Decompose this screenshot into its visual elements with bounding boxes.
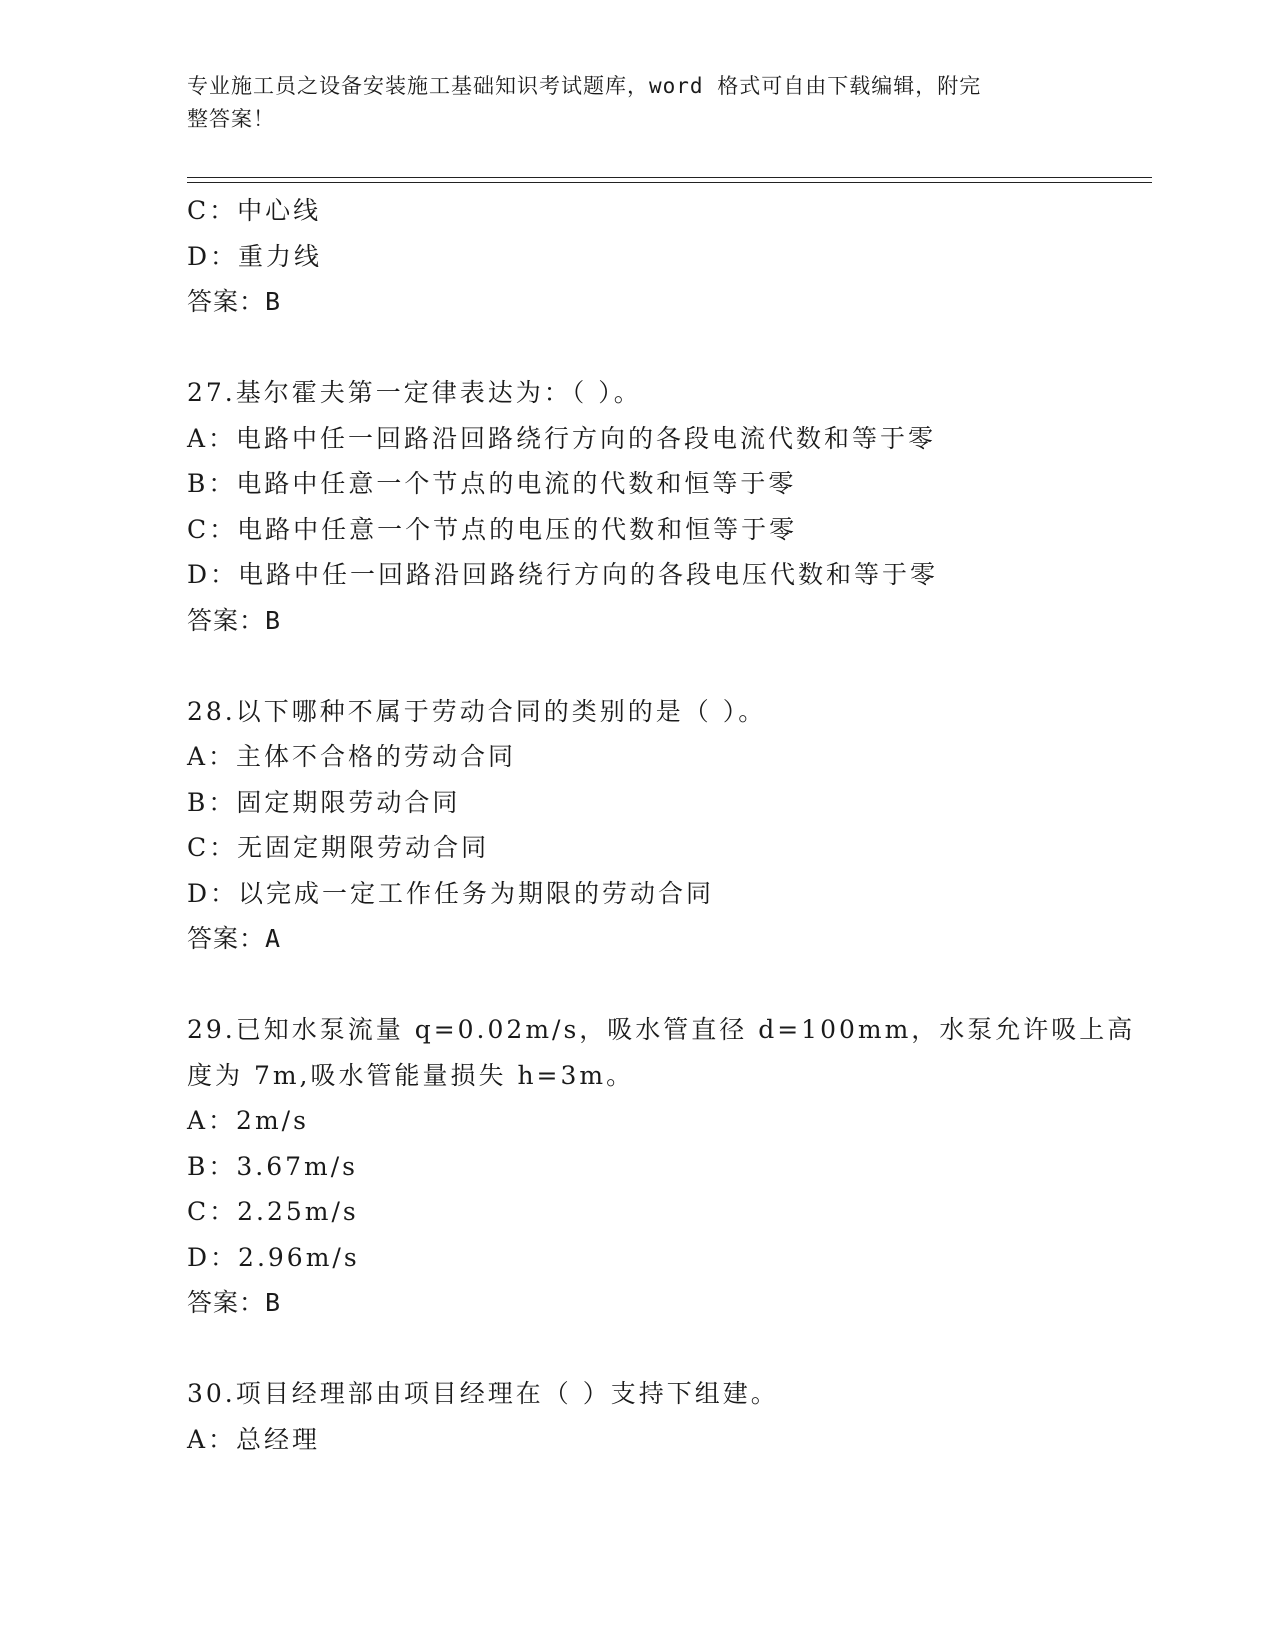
document-header (187, 70, 1067, 136)
question-text: 27.基尔霍夫第一定律表达为：（ ）。 (187, 378, 642, 407)
answer: 答案：B (187, 287, 282, 316)
question-list (187, 188, 1152, 1462)
option-a: A：总经理 (187, 1424, 321, 1454)
question-text-line-2: 度为 7m,吸水管能量损失 h=3m。 (187, 1060, 635, 1090)
option-c: C：无固定期限劳动合同 (187, 833, 490, 862)
option-b: B：电路中任意一个节点的电流的代数和恒等于零 (187, 469, 797, 498)
header-divider-top (187, 177, 1152, 178)
header-title-line-1: 专业施工员之设备安装施工基础知识考试题库，word 格式可自由下载编辑，附完 (187, 74, 982, 98)
question-text-line-1: 29.已知水泵流量 q=0.02m/s，吸水管直径 d=100mm，水泵允许吸上高 (187, 1015, 1136, 1044)
spacer (187, 643, 1152, 689)
question-26-tail (187, 188, 1152, 325)
option-b: B：3.67m/s (187, 1151, 358, 1181)
option-a: A：2m/s (187, 1106, 309, 1135)
option-c: C：中心线 (187, 196, 322, 225)
question-27 (187, 370, 1152, 643)
question-text: 30.项目经理部由项目经理在（ ）支持下组建。 (187, 1379, 779, 1408)
spacer (187, 325, 1152, 371)
header-divider-bottom (187, 182, 1152, 183)
spacer (187, 962, 1152, 1008)
option-a: A：主体不合格的劳动合同 (187, 742, 517, 771)
question-28 (187, 689, 1152, 962)
option-d: D：重力线 (187, 241, 323, 271)
option-c: C：电路中任意一个节点的电压的代数和恒等于零 (187, 514, 798, 544)
option-a: A：电路中任一回路沿回路绕行方向的各段电流代数和等于零 (187, 423, 937, 453)
option-c: C：2.25m/s (187, 1197, 359, 1226)
spacer (187, 1326, 1152, 1372)
question-30 (187, 1371, 1152, 1462)
question-text: 28.以下哪种不属于劳动合同的类别的是（ ）。 (187, 696, 767, 726)
option-d: D：2.96m/s (187, 1242, 360, 1272)
answer: 答案：B (187, 605, 282, 635)
header-title-line-2: 整答案！ (187, 107, 275, 131)
option-d: D：电路中任一回路沿回路绕行方向的各段电压代数和等于零 (187, 560, 939, 589)
option-b: B：固定期限劳动合同 (187, 787, 461, 817)
answer: 答案：B (187, 1288, 282, 1317)
answer: 答案：A (187, 924, 282, 953)
option-d: D：以完成一定工作任务为期限的劳动合同 (187, 878, 715, 908)
question-29 (187, 1007, 1152, 1326)
